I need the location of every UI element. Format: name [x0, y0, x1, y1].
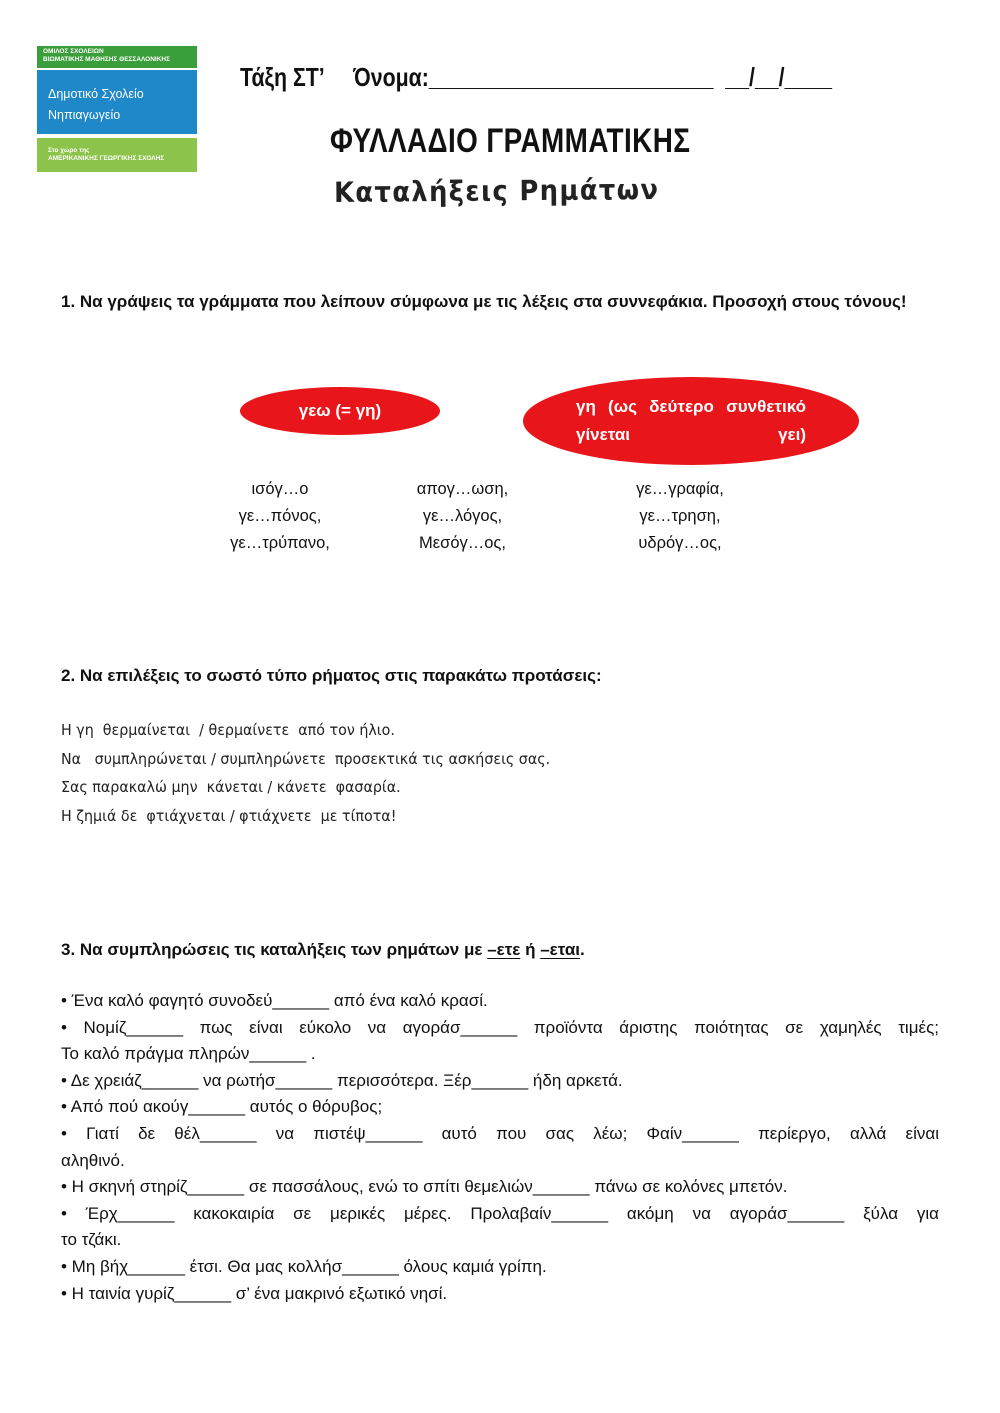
word-item: γε…πόνος, — [238, 507, 322, 525]
logo-top-line1: ΟΜΙΛΟΣ ΣΧΟΛΕΙΩΝ — [43, 48, 104, 55]
word-item: απογ…ωση, — [416, 480, 509, 498]
fill-line: • Μη βήχ______ έτσι. Θα μας κολλήσ______ όλους καμιά γρίπη. — [61, 1256, 547, 1276]
logo-bot-line1: Στο χώρο της — [48, 147, 90, 154]
cloud-geo — [240, 387, 440, 435]
cloud-gi-text: γη (ως δεύτερο συνθετικό γίνεται γει) — [576, 397, 806, 444]
exercise3-suffix: . — [580, 940, 585, 959]
fill-line: • Η ταινία γυρίζ______ σ’ ένα μακρινό εξωτικό νησί. — [61, 1283, 448, 1303]
fill-line: Το καλό πράγμα πληρών______ . — [61, 1044, 316, 1064]
fill-line: • Η σκηνή στηρίζ______ σε πασσάλους, ενώ το σπίτι θεμελιών______ πάνω σε κολόνες μπετόν. — [61, 1177, 788, 1197]
page-subtitle: Καταλήξεις Ρημάτων — [333, 172, 660, 209]
sentence-item: Σας παρακαλώ μην κάνεται / κάνετε φασαρία. — [61, 778, 401, 796]
logo-mid-line2: Νηπιαγωγείο — [48, 108, 121, 122]
fill-line: το τζάκι. — [61, 1230, 122, 1250]
school-logo — [37, 46, 197, 173]
cloud-gi — [523, 377, 859, 465]
fill-line: • Ένα καλό φαγητό συνοδεύ______ από ένα καλό κρασί. — [61, 991, 488, 1010]
word-column-3 — [610, 476, 750, 557]
sentence-item: Να συμπληρώνεται / συμπληρώνετε προσεκτικά τις ασκήσεις σας. — [61, 749, 551, 768]
logo-top-band — [37, 46, 197, 68]
class-name-date-line: Τάξη ΣΤ’ Όνομα:________________________ __/__/____ — [240, 62, 833, 92]
fill-line: • Γιατί δε θέλ______ να πιστέψ______ αυτό που σας λέω; Φαίν______ περίεργο, αλλά είναι — [61, 1123, 939, 1143]
exercise3-prefix: 3. Να συμπληρώσεις τις καταλήξεις των ρημάτων με — [61, 940, 488, 959]
logo-top-line2: ΒΙΩΜΑΤΙΚΗΣ ΜΑΘΗΣΗΣ ΘΕΣΣΑΛΟΝΙΚΗΣ — [43, 56, 171, 63]
fill-line: • Από πού ακούγ______ αυτός ο θόρυβος; — [61, 1097, 383, 1117]
word-item: γε…λόγος, — [422, 507, 503, 525]
fill-line: • Δε χρειάζ______ να ρωτήσ______ περισσότερα. Ξέρ______ ήδη αρκετά. — [61, 1070, 623, 1090]
exercise2-instruction: 2. Να επιλέξεις το σωστό τύπο ρήματος στις παρακάτω προτάσεις: — [61, 666, 602, 685]
ending-option-ete: –ετε — [487, 940, 521, 959]
logo-mid-band — [37, 70, 197, 134]
page-title: ΦΥΛΛΑΔΙΟ ΓΡΑΜΜΑΤΙΚΗΣ — [330, 122, 691, 160]
ending-option-etai: –εται — [540, 940, 581, 959]
logo-bottom-band — [37, 138, 197, 172]
fill-line: αληθινό. — [61, 1150, 125, 1170]
word-item: υδρόγ…ος, — [638, 534, 722, 552]
word-item: γε…γραφία, — [636, 480, 724, 498]
exercise2-sentences — [61, 716, 593, 830]
fill-line: • Έρχ______ κακοκαιρία σε μερικές μέρες. Προλαβαίν______ ακόμη να αγοράσ______ ξύλα για — [61, 1203, 939, 1223]
word-item: ισόγ…ο — [251, 480, 309, 498]
exercise1-instruction: 1. Να γράψεις τα γράμματα που λείπουν σύμφωνα με τις λέξεις στα συννεφάκια. Προσοχή στους τόνους! — [61, 292, 907, 311]
sentence-item: Η γη θερμαίνεται / θερμαίνετε από τον ήλιο. — [61, 721, 395, 739]
word-column-2 — [395, 476, 530, 557]
word-item: γε…τρύπανο, — [230, 534, 330, 552]
logo-mid-line1: Δημοτικό Σχολείο — [48, 87, 144, 101]
fill-line: • Νομίζ______ πως είναι εύκολο να αγοράσ______ προϊόντα άριστης ποιότητας σε χαμηλές τιμές; — [61, 1017, 939, 1037]
exercise3-joiner: ή — [520, 940, 541, 959]
word-column-1 — [215, 476, 345, 557]
word-item: Μεσόγ…ος, — [419, 534, 506, 552]
cloud-geo-text: γεω (= γη) — [298, 401, 382, 420]
logo-bot-line2: ΑΜΕΡΙΚΑΝΙΚΗΣ ΓΕΩΡΓΙΚΗΣ ΣΧΟΛΗΣ — [48, 155, 165, 162]
word-item: γε…τρηση, — [639, 507, 721, 525]
exercise3-fill-lines — [61, 988, 939, 1307]
sentence-item: Η ζημιά δε φτιάχνεται / φτιάχνετε με τίποτα! — [61, 806, 397, 825]
exercise3-instruction — [61, 936, 585, 964]
